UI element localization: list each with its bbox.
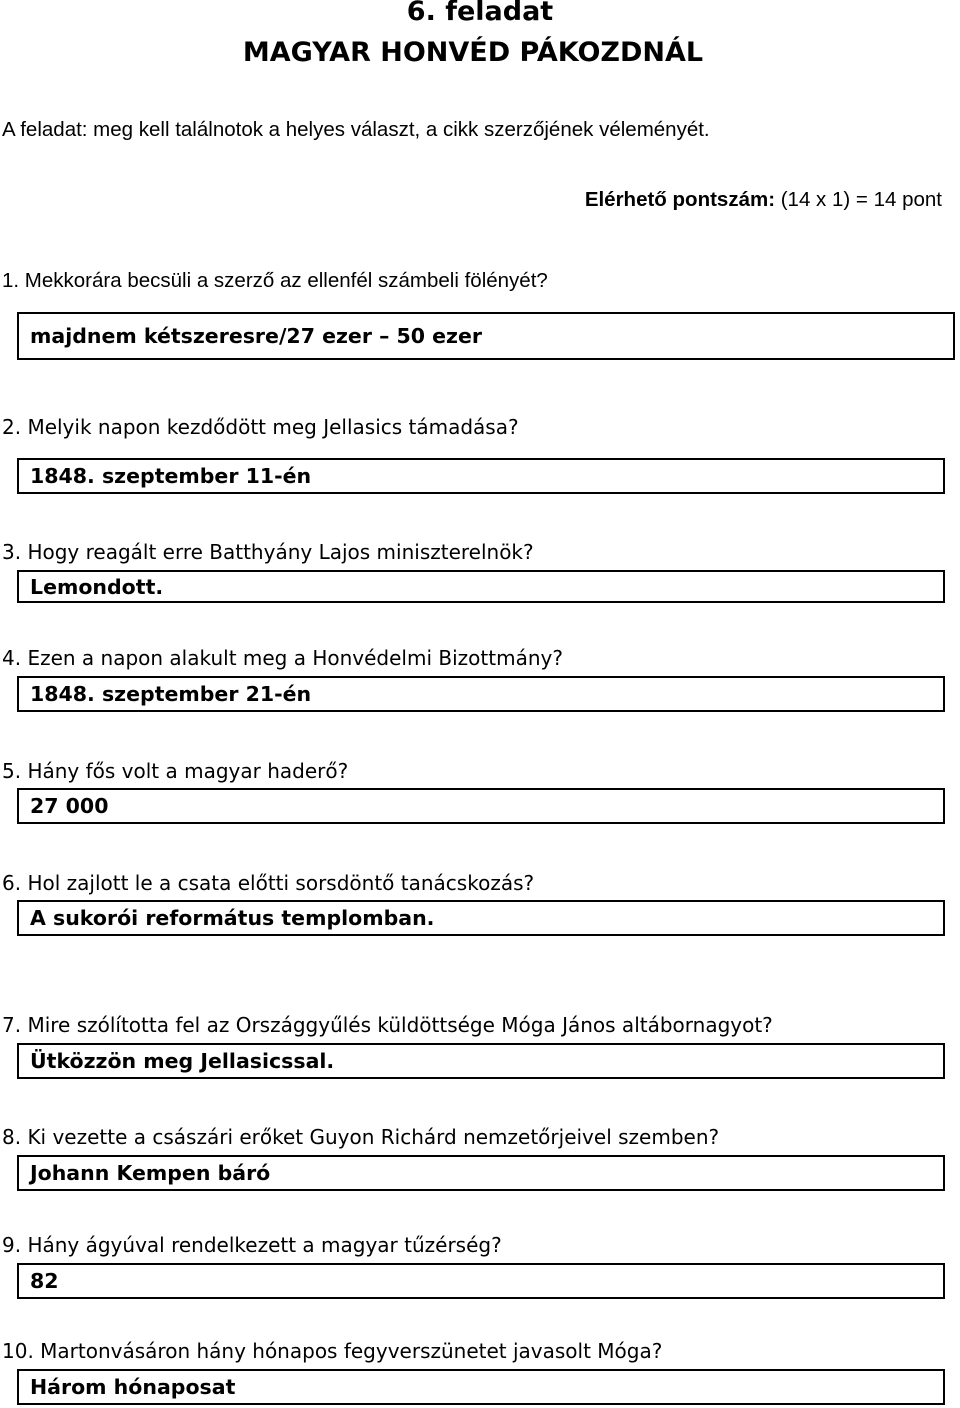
score-line bbox=[585, 184, 942, 216]
answer-box-1[interactable] bbox=[17, 312, 955, 360]
answer-9: 82 bbox=[30, 1269, 59, 1293]
answer-box-4[interactable] bbox=[17, 676, 945, 712]
score-value: (14 x 1) = 14 pont bbox=[780, 188, 942, 211]
answer-10: Három hónaposat bbox=[30, 1375, 236, 1399]
answer-box-10[interactable] bbox=[17, 1369, 945, 1405]
answer-7: Ütközzön meg Jellasicssal. bbox=[30, 1049, 335, 1073]
page-title: MAGYAR HONVÉD PÁKOZDNÁL bbox=[242, 37, 704, 68]
answer-box-7[interactable] bbox=[17, 1043, 945, 1079]
question-5: 5. Hány fős volt a magyar haderő? bbox=[2, 759, 349, 783]
answer-5: 27 000 bbox=[30, 794, 109, 818]
question-8: 8. Ki vezette a császári erőket Guyon Richárd nemzetőrjeivel szemben? bbox=[2, 1125, 720, 1149]
answer-3: Lemondott. bbox=[30, 574, 164, 599]
question-6: 6. Hol zajlott le a csata előtti sorsdöntő tanácskozás? bbox=[2, 871, 535, 895]
answer-box-2[interactable] bbox=[17, 458, 945, 494]
answer-2: 1848. szeptember 11-én bbox=[30, 464, 312, 488]
score-label: Elérhető pontszám: bbox=[584, 188, 776, 211]
answer-8: Johann Kempen báró bbox=[30, 1161, 271, 1185]
answer-box-6[interactable] bbox=[17, 900, 945, 936]
task-instructions: A feladat: meg kell találnotok a helyes választ, a cikk szerzőjének véleményét. bbox=[2, 118, 710, 141]
answer-box-9[interactable] bbox=[17, 1263, 945, 1299]
answer-4: 1848. szeptember 21-én bbox=[30, 682, 312, 706]
question-7: 7. Mire szólította fel az Országgyűlés küldöttsége Móga János altábornagyot? bbox=[2, 1013, 773, 1037]
question-3: 3. Hogy reagált erre Batthyány Lajos miniszterelnök? bbox=[2, 540, 534, 564]
answer-box-5[interactable] bbox=[17, 788, 945, 824]
answer-6: A sukorói református templomban. bbox=[30, 906, 435, 930]
question-10: 10. Martonvásáron hány hónapos fegyverszünetet javasolt Móga? bbox=[2, 1339, 663, 1363]
answer-box-8[interactable] bbox=[17, 1155, 945, 1191]
question-2: 2. Melyik napon kezdődött meg Jellasics támadása? bbox=[2, 415, 519, 439]
task-number: 6. feladat bbox=[406, 0, 554, 27]
answer-box-3[interactable] bbox=[17, 570, 945, 603]
question-9: 9. Hány ágyúval rendelkezett a magyar tűzérség? bbox=[2, 1233, 502, 1257]
question-1: 1. Mekkorára becsüli a szerző az ellenfél számbeli fölényét? bbox=[2, 269, 548, 292]
answer-1: majdnem kétszeresre/27 ezer – 50 ezer bbox=[30, 324, 482, 348]
question-4: 4. Ezen a napon alakult meg a Honvédelmi Bizottmány? bbox=[2, 646, 563, 670]
